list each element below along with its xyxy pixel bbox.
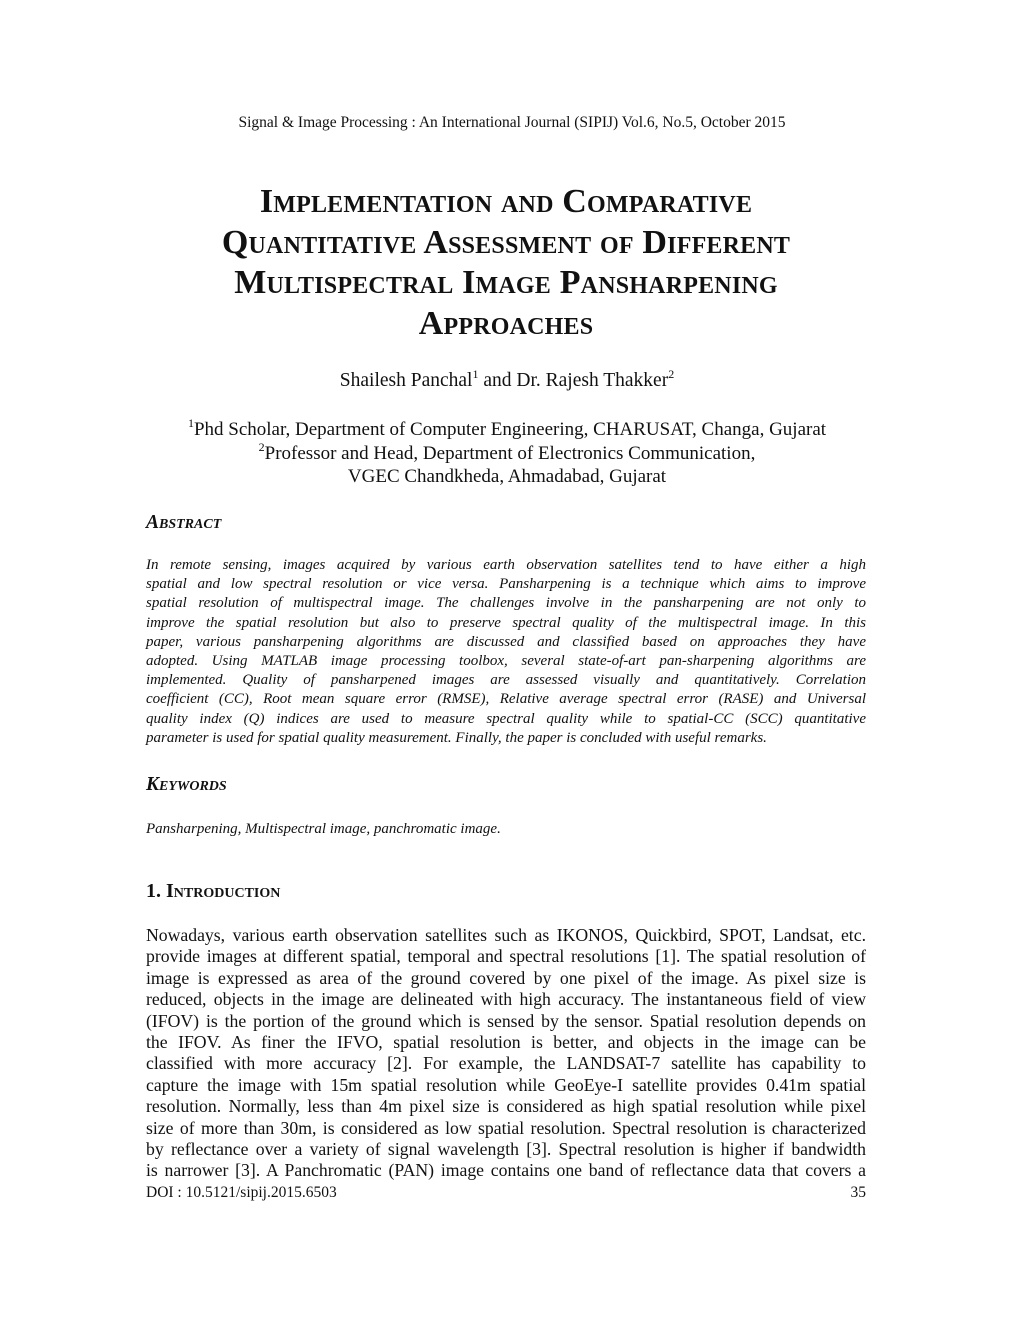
abstract-line: paper, various pansharpening algorithms are discussed and classified based on approaches they have [146, 633, 866, 650]
paper-title [100, 182, 912, 344]
abstract-line: quality index (Q) indices are used to measure spectral quality while to spatial-CC (SCC) quantitative [146, 710, 866, 727]
abstract-line: spatial resolution of multispectral image. The challenges involve in the pansharpening are not only to [146, 595, 866, 612]
author-affiliation-mark: 1 [472, 367, 479, 381]
title-line: Quantitative Assessment of Different [221, 223, 791, 261]
introduction-line: the IFOV. As finer the IFVO, spatial resolution is better, and objects in the image can be [146, 1032, 866, 1053]
introduction-line: size of more than 30m, is considered as low spatial resolution. Spectral resolution is characterized [146, 1117, 866, 1138]
title-line: Approaches [418, 304, 594, 342]
abstract-line: adopted. Using MATLAB image processing toolbox, several state-of-art pan-sharpening algorithms are [146, 653, 866, 670]
author-line [0, 367, 1014, 392]
introduction-line: image is expressed as area of the ground covered by one pixel of the image. As pixel size is [146, 967, 866, 988]
author-connector: and [478, 370, 517, 391]
affiliation-mark: 1 [187, 416, 194, 430]
introduction-line: capture the image with 15m spatial resolution while GeoEye-I satellite provides 0.41m spatial [146, 1074, 866, 1095]
title-line: Implementation and Comparative [259, 183, 753, 220]
affiliation-line: VGEC Chandkheda, Ahmadabad, Gujarat [347, 466, 667, 487]
title-line: Multispectral Image Pansharpening [234, 264, 778, 301]
introduction-line: (IFOV) is the portion of the ground which is sensed by the sensor. Spatial resolution depends on [146, 1010, 866, 1031]
abstract-line: improve the spatial resolution but also to preserve spectral quality of the multispectral image. In this [146, 614, 866, 631]
abstract-line: spatial and low spectral resolution or vice versa. Pansharpening is a technique which aims to improve [146, 576, 866, 593]
keywords-text: Pansharpening, Multispectral image, panchromatic image. [146, 821, 501, 837]
keywords-heading: Keywords [146, 774, 227, 795]
running-head: Signal & Image Processing : An International Journal (SIPIJ) Vol.6, No.5, October 2015 [238, 114, 786, 131]
author-name: Dr. Rajesh Thakker [516, 370, 669, 391]
introduction-line: by reflectance over a variety of signal wavelength [3]. Spectral resolution is higher if bandwidth [146, 1139, 866, 1160]
abstract-line: coefficient (CC), Root mean square error (RMSE), Relative average spectral error (RASE) and Universal [146, 691, 866, 708]
author-name: Shailesh Panchal [339, 370, 473, 391]
abstract-body [146, 556, 866, 748]
affiliation-text: Professor and Head, Department of Electronics Communication, [264, 442, 756, 464]
affiliation-mark: 2 [258, 439, 265, 454]
affiliation-text: Phd Scholar, Department of Computer Engineering, CHARUSAT, Changa, Gujarat [193, 419, 827, 440]
page-number: 35 [850, 1184, 866, 1201]
author-affiliation-mark: 2 [668, 367, 675, 381]
doi-text: DOI : 10.5121/sipij.2015.6503 [146, 1184, 337, 1201]
affiliation-line [0, 418, 1014, 442]
affiliations [0, 418, 1014, 489]
introduction-line: Nowadays, various earth observation satellites such as IKONOS, Quickbird, SPOT, Landsat, etc. [146, 925, 866, 945]
abstract-line: implemented. Quality of pansharpened images are assessed visually and quantitatively. Correlation [146, 672, 866, 689]
abstract-line: parameter is used for spatial quality measurement. Finally, the paper is concluded with useful remarks. [146, 729, 767, 746]
introduction-line: classified with more accuracy [2]. For example, the LANDSAT-7 satellite has capability to [146, 1053, 866, 1074]
abstract-line: In remote sensing, images acquired by various earth observation satellites tend to have either a high [146, 557, 866, 573]
introduction-line: resolution. Normally, less than 4m pixel size is considered as high spatial resolution while pixel [146, 1096, 866, 1117]
introduction-line: provide images at different spatial, temporal and spectral resolutions [1]. The spatial resolution of [146, 946, 866, 967]
introduction-line: reduced, objects in the image are delineated with high accuracy. The instantaneous field of view [146, 989, 866, 1010]
introduction-heading: 1. Introduction [146, 880, 281, 902]
introduction-body [146, 925, 866, 1182]
affiliation-line [0, 439, 1014, 466]
introduction-line: is narrower [3]. A Panchromatic (PAN) image contains one band of reflectance data that covers a [146, 1160, 866, 1181]
abstract-heading: Abstract [146, 512, 222, 533]
